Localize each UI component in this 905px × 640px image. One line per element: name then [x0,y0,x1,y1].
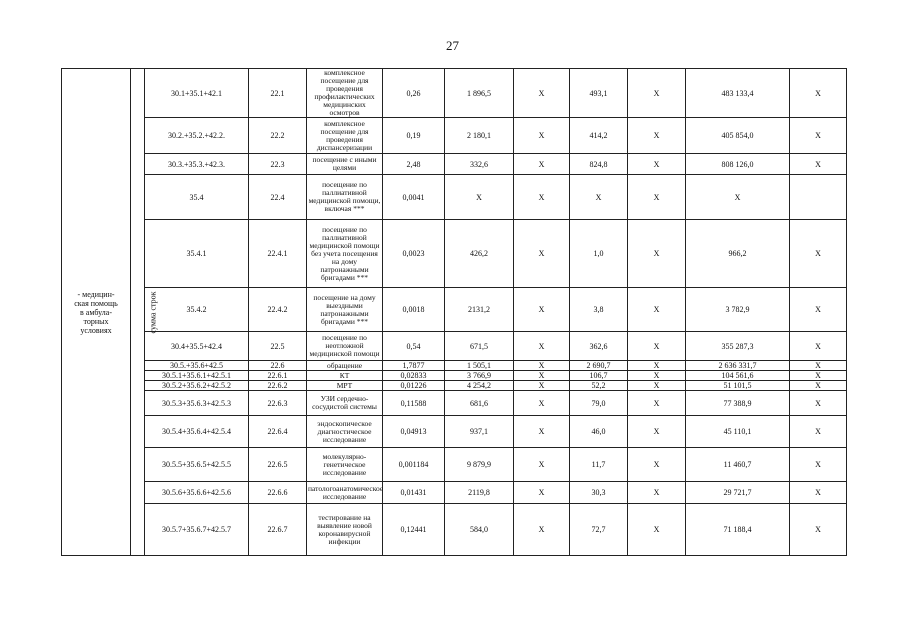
table-row [62,154,847,175]
row-col7: X [628,220,686,288]
row-col6: 52,2 [570,381,628,391]
row-cost: 584,0 [445,504,514,556]
table-row [62,416,847,448]
row-col9: X [790,220,847,288]
row-col9: X [790,448,847,482]
row-norm: 1,7877 [383,361,445,371]
row-line-number: 22.3 [249,154,307,175]
table-row [62,69,847,118]
row-col5: X [514,118,570,154]
row-col9: X [790,482,847,504]
row-col5: X [514,288,570,332]
row-col8: 51 101,5 [686,381,790,391]
row-description: комплексное посещение для проведения диспансеризации [307,118,383,154]
table-row [62,371,847,381]
row-line-number: 22.6.4 [249,416,307,448]
row-col7: X [628,504,686,556]
row-description: обращение [307,361,383,371]
row-col7: X [628,154,686,175]
row-cost: 9 879,9 [445,448,514,482]
row-col7: X [628,175,686,220]
table-row [62,361,847,371]
row-norm: 0,54 [383,332,445,361]
row-col5: X [514,482,570,504]
row-norm: 0,19 [383,118,445,154]
table-row [62,391,847,416]
row-col9: X [790,332,847,361]
row-line-number: 22.6.3 [249,391,307,416]
row-description: посещение по паллиативной медицинской помощи без учета посещения на дому патронажными бригадами *** [307,220,383,288]
row-col8: 29 721,7 [686,482,790,504]
row-formula: 30.3.+35.3.+42.3. [145,154,249,175]
row-col7: X [628,288,686,332]
row-col6: 414,2 [570,118,628,154]
row-col7: X [628,69,686,118]
row-line-number: 22.1 [249,69,307,118]
table-row [62,175,847,220]
row-col8: 104 561,6 [686,371,790,381]
row-norm: 0,12441 [383,504,445,556]
row-col5: X [514,154,570,175]
row-col6: 362,6 [570,332,628,361]
row-col7: X [628,371,686,381]
row-description: комплексное посещение для проведения профилактических медицинских осмотров [307,69,383,118]
row-description: тестирование на выявление новой коронавирусной инфекции [307,504,383,556]
row-cost: 681,6 [445,391,514,416]
row-col8: 45 110,1 [686,416,790,448]
row-col8: 355 287,3 [686,332,790,361]
row-formula: 35.4.1 [145,220,249,288]
row-line-number: 22.6.1 [249,371,307,381]
row-col9: X [790,391,847,416]
row-col7: X [628,118,686,154]
row-col6: 46,0 [570,416,628,448]
row-col5: X [514,361,570,371]
table-row [62,504,847,556]
row-col7: X [628,361,686,371]
row-formula: 30.5.3+35.6.3+42.5.3 [145,391,249,416]
row-col6: 3,8 [570,288,628,332]
row-description: посещение по неотложной медицинской помощи [307,332,383,361]
row-line-number: 22.4 [249,175,307,220]
row-description: посещение на дому выездными патронажными бригадами *** [307,288,383,332]
row-col5: X [514,175,570,220]
row-description: молекулярно-генетическое исследование [307,448,383,482]
row-col9: X [790,118,847,154]
row-description: УЗИ сердечно-сосудистой системы [307,391,383,416]
row-norm: 0,11588 [383,391,445,416]
table-row [62,448,847,482]
row-description: патологоанатомическое исследование [307,482,383,504]
row-col6: 2 690,7 [570,361,628,371]
row-col6: X [570,175,628,220]
row-col7: X [628,482,686,504]
row-col6: 30,3 [570,482,628,504]
row-description: эндоскопическое диагностическое исследование [307,416,383,448]
row-col5: X [514,381,570,391]
row-cost: 332,6 [445,154,514,175]
table-row [62,118,847,154]
row-col5: X [514,504,570,556]
row-formula: 30.5.+35.6+42.5 [145,361,249,371]
row-description: посещение по паллиативной медицинской помощи, включая *** [307,175,383,220]
row-cost: 1 896,5 [445,69,514,118]
row-col8: X [686,175,790,220]
row-col6: 72,7 [570,504,628,556]
row-cost: 671,5 [445,332,514,361]
row-col7: X [628,416,686,448]
row-col6: 79,0 [570,391,628,416]
row-col9: X [790,361,847,371]
vertical-label: сумма строк [148,291,158,333]
row-col5: X [514,220,570,288]
row-col6: 106,7 [570,371,628,381]
vertical-label-cell [131,69,158,556]
row-col7: X [628,381,686,391]
row-col8: 405 854,0 [686,118,790,154]
row-col8: 77 388,9 [686,391,790,416]
table-row [62,288,847,332]
row-col9: X [790,154,847,175]
row-col8: 483 133,4 [686,69,790,118]
row-formula: 30.5.1+35.6.1+42.5.1 [145,371,249,381]
row-formula: 30.5.2+35.6.2+42.5.2 [145,381,249,391]
row-line-number: 22.6.5 [249,448,307,482]
row-line-number: 22.2 [249,118,307,154]
row-col5: X [514,371,570,381]
row-cost: 937,1 [445,416,514,448]
row-col9: X [790,288,847,332]
row-description: МРТ [307,381,383,391]
row-description: КТ [307,371,383,381]
row-line-number: 22.4.2 [249,288,307,332]
row-cost: 2119,8 [445,482,514,504]
row-formula: 30.5.5+35.6.5+42.5.5 [145,448,249,482]
row-description: посещение с иными целями [307,154,383,175]
row-col9: X [790,381,847,391]
row-norm: 2,48 [383,154,445,175]
table-row [62,381,847,391]
row-norm: 0,001184 [383,448,445,482]
row-col8: 966,2 [686,220,790,288]
row-formula: 35.4.2 [145,288,249,332]
table-row [62,332,847,361]
row-col7: X [628,332,686,361]
row-cost: 4 254,2 [445,381,514,391]
row-cost: 3 766,9 [445,371,514,381]
row-col5: X [514,332,570,361]
row-cost: 1 505,1 [445,361,514,371]
row-formula: 35.4 [145,175,249,220]
row-col5: X [514,448,570,482]
table-row [62,482,847,504]
row-cost: X [445,175,514,220]
row-line-number: 22.6.2 [249,381,307,391]
row-norm: 0,26 [383,69,445,118]
row-col6: 824,8 [570,154,628,175]
row-col7: X [628,448,686,482]
row-line-number: 22.4.1 [249,220,307,288]
row-norm: 0,0018 [383,288,445,332]
row-formula: 30.1+35.1+42.1 [145,69,249,118]
row-cost: 2131,2 [445,288,514,332]
row-col8: 11 460,7 [686,448,790,482]
row-line-number: 22.6.6 [249,482,307,504]
row-col5: X [514,416,570,448]
row-norm: 0,01431 [383,482,445,504]
row-col9: X [790,504,847,556]
page-number: 27 [446,38,459,53]
group-label: - медицин- ская помощь в амбула- торных условиях [62,69,131,556]
row-formula: 30.4+35.5+42.4 [145,332,249,361]
row-norm: 0,0041 [383,175,445,220]
row-norm: 0,04913 [383,416,445,448]
row-line-number: 22.6 [249,361,307,371]
row-norm: 0,02833 [383,371,445,381]
row-cost: 426,2 [445,220,514,288]
row-line-number: 22.5 [249,332,307,361]
row-formula: 30.5.4+35.6.4+42.5.4 [145,416,249,448]
row-formula: 30.2.+35.2.+42.2. [145,118,249,154]
table-row [62,220,847,288]
row-col6: 1,0 [570,220,628,288]
row-formula: 30.5.7+35.6.7+42.5.7 [145,504,249,556]
row-col9: X [790,371,847,381]
row-col5: X [514,69,570,118]
row-col8: 3 782,9 [686,288,790,332]
row-cost: 2 180,1 [445,118,514,154]
row-col9 [790,175,847,220]
row-line-number: 22.6.7 [249,504,307,556]
row-norm: 0,0023 [383,220,445,288]
row-col8: 808 126,0 [686,154,790,175]
row-col5: X [514,391,570,416]
row-col7: X [628,391,686,416]
row-col8: 71 188,4 [686,504,790,556]
tariff-table [61,68,847,556]
row-col6: 11,7 [570,448,628,482]
row-col8: 2 636 331,7 [686,361,790,371]
row-formula: 30.5.6+35.6.6+42.5.6 [145,482,249,504]
row-norm: 0,01226 [383,381,445,391]
row-col9: X [790,69,847,118]
row-col9: X [790,416,847,448]
row-col6: 493,1 [570,69,628,118]
